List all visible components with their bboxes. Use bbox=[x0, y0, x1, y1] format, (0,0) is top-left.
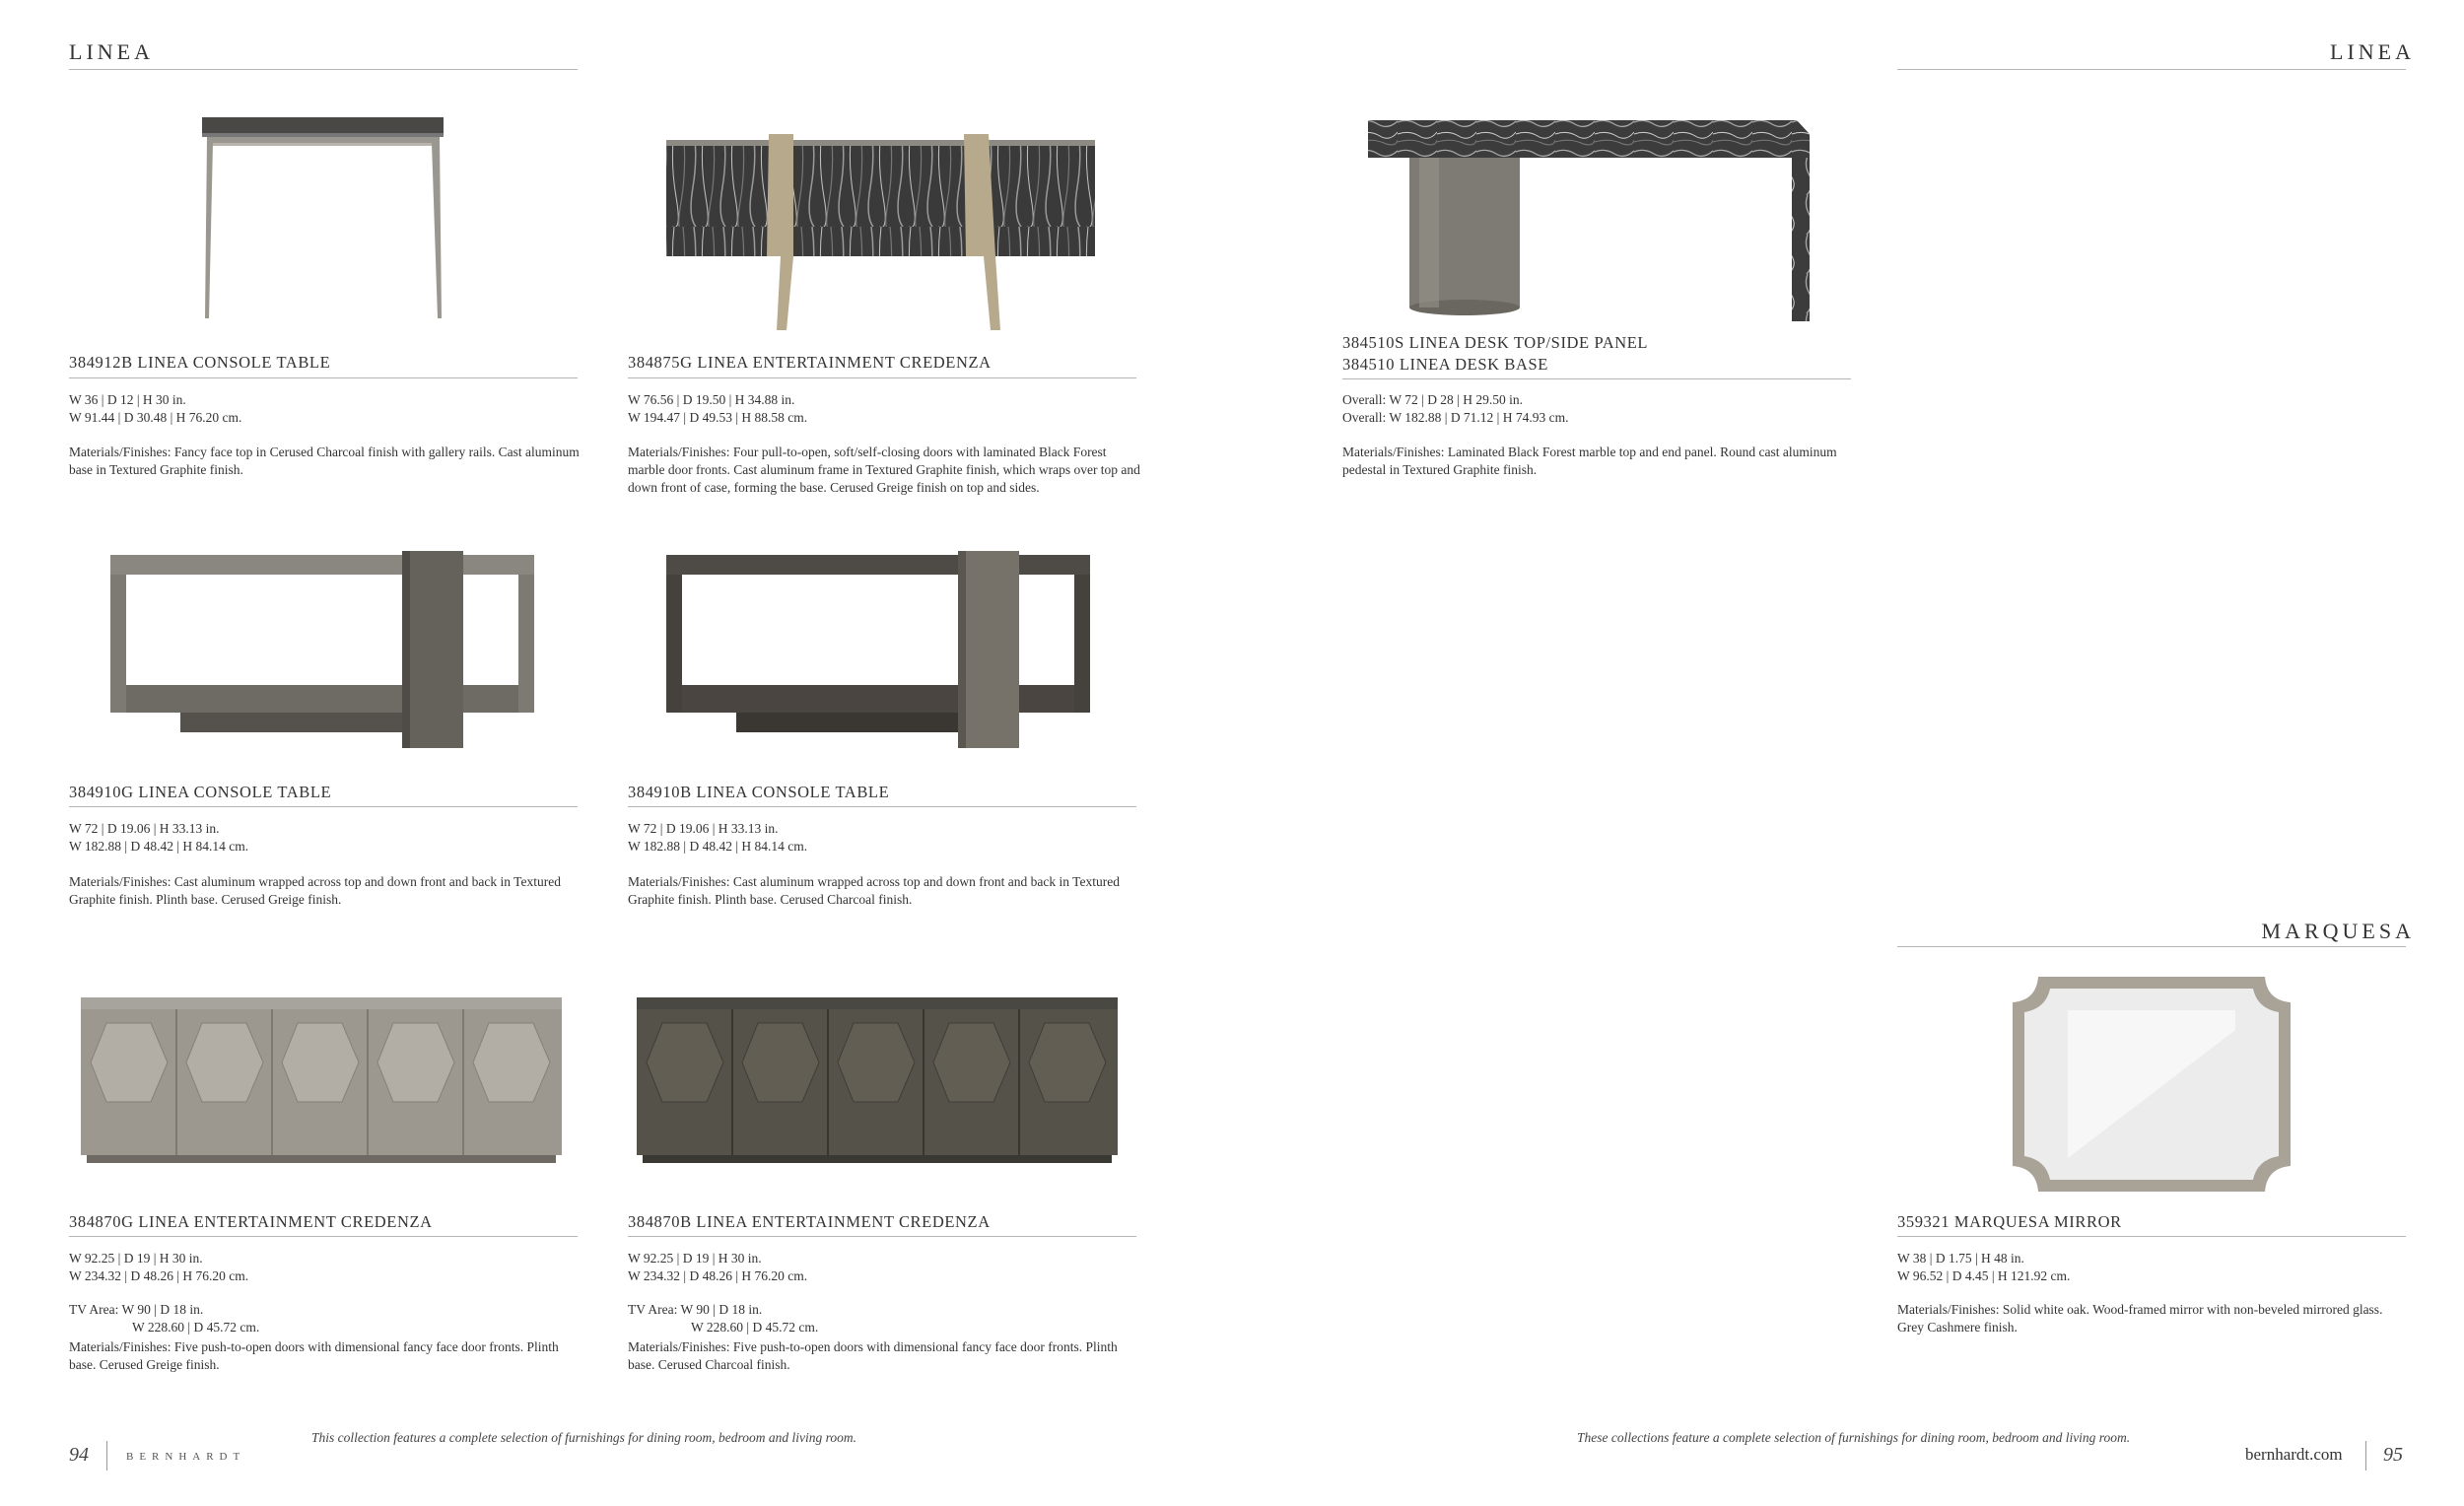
dims-inches: W 36 | D 12 | H 30 in. bbox=[69, 392, 186, 407]
dims-cm: W 182.88 | D 48.42 | H 84.14 cm. bbox=[628, 839, 808, 854]
brand-logo: BERNHARDT bbox=[126, 1451, 246, 1463]
product-title-2: 384510 LINEA DESK BASE bbox=[1342, 355, 1548, 374]
product-title: 384910B LINEA CONSOLE TABLE bbox=[628, 783, 890, 801]
product-title: 384912B LINEA CONSOLE TABLE bbox=[69, 353, 331, 372]
right-header-rule bbox=[1897, 69, 2406, 70]
product-image-384875g bbox=[660, 128, 1104, 340]
dims-cm: W 182.88 | D 48.42 | H 84.14 cm. bbox=[69, 839, 249, 854]
product-dimensions bbox=[628, 1250, 807, 1285]
marquesa-section-header: MARQUESA bbox=[2261, 919, 2415, 943]
website-link[interactable]: bernhardt.com bbox=[2245, 1445, 2343, 1464]
product-dimensions bbox=[69, 1250, 248, 1285]
tv-area-cm: W 228.60 | D 45.72 cm. bbox=[691, 1320, 819, 1335]
product-materials: Materials/Finishes: Solid white oak. Wood-framed mirror with non-beveled mirrored glass. Grey Cashmere finish. bbox=[1897, 1302, 2383, 1335]
title-rule bbox=[628, 806, 1136, 807]
dims-inches: W 38 | D 1.75 | H 48 in. bbox=[1897, 1251, 2024, 1266]
product-image-384910g bbox=[106, 547, 540, 754]
title-rule bbox=[1342, 378, 1851, 379]
product-title: 384870B LINEA ENTERTAINMENT CREDENZA bbox=[628, 1212, 991, 1231]
dims-cm: W 91.44 | D 30.48 | H 76.20 cm. bbox=[69, 410, 242, 425]
product-materials: Materials/Finishes: Cast aluminum wrapped across top and down front and back in Textured Graphite finish. Plinth base. Cerused Charcoal finish. bbox=[628, 874, 1120, 907]
right-page-number: 95 bbox=[2383, 1444, 2403, 1466]
title-rule bbox=[628, 377, 1136, 378]
product-title: 384510S LINEA DESK TOP/SIDE PANEL bbox=[1342, 333, 1649, 352]
product-materials: Materials/Finishes: Cast aluminum wrapped across top and down front and back in Textured Graphite finish. Plinth base. Cerused Greige finish. bbox=[69, 874, 561, 907]
footer-divider bbox=[106, 1441, 107, 1471]
marquesa-header-rule bbox=[1897, 946, 2406, 947]
product-dimensions bbox=[1897, 1250, 2070, 1285]
title-rule bbox=[69, 1236, 578, 1237]
dims-inches: Overall: W 72 | D 28 | H 29.50 in. bbox=[1342, 392, 1524, 407]
dims-inches: W 76.56 | D 19.50 | H 34.88 in. bbox=[628, 392, 795, 407]
product-image-384870b bbox=[633, 993, 1122, 1166]
product-image-384510 bbox=[1358, 116, 1821, 325]
title-rule bbox=[628, 1236, 1136, 1237]
product-title: 384875G LINEA ENTERTAINMENT CREDENZA bbox=[628, 353, 992, 372]
dims-inches: W 72 | D 19.06 | H 33.13 in. bbox=[628, 821, 779, 836]
tv-area-cm: W 228.60 | D 45.72 cm. bbox=[132, 1320, 260, 1335]
product-title: 359321 MARQUESA MIRROR bbox=[1897, 1212, 2122, 1231]
left-page-number: 94 bbox=[69, 1444, 89, 1466]
product-materials: Materials/Finishes: Five push-to-open doors with dimensional fancy face door fronts. Plinth base. Cerused Greige finish. bbox=[69, 1339, 559, 1372]
tv-area-inches: TV Area: W 90 | D 18 in. bbox=[628, 1302, 763, 1317]
dims-cm: Overall: W 182.88 | D 71.12 | H 74.93 cm. bbox=[1342, 410, 1569, 425]
dims-cm: W 194.47 | D 49.53 | H 88.58 cm. bbox=[628, 410, 808, 425]
dims-cm: W 234.32 | D 48.26 | H 76.20 cm. bbox=[69, 1268, 249, 1283]
dims-cm: W 234.32 | D 48.26 | H 76.20 cm. bbox=[628, 1268, 808, 1283]
product-dimensions bbox=[1342, 391, 1569, 427]
product-title: 384910G LINEA CONSOLE TABLE bbox=[69, 783, 332, 801]
product-dimensions bbox=[69, 820, 248, 856]
title-rule bbox=[1897, 1236, 2406, 1237]
dims-inches: W 72 | D 19.06 | H 33.13 in. bbox=[69, 821, 220, 836]
right-page-header: LINEA bbox=[2330, 39, 2415, 64]
product-title: 384870G LINEA ENTERTAINMENT CREDENZA bbox=[69, 1212, 433, 1231]
dims-inches: W 92.25 | D 19 | H 30 in. bbox=[628, 1251, 762, 1266]
footer-divider bbox=[2365, 1441, 2366, 1471]
title-rule bbox=[69, 377, 578, 378]
left-page-header: LINEA bbox=[69, 39, 154, 64]
product-image-384910b bbox=[662, 547, 1096, 754]
right-footer-note: These collections feature a complete selection of furnishings for dining room, bedroom and living room. bbox=[1577, 1430, 2131, 1445]
product-image-359321 bbox=[2009, 971, 2294, 1198]
dims-inches: W 92.25 | D 19 | H 30 in. bbox=[69, 1251, 203, 1266]
title-rule bbox=[69, 806, 578, 807]
product-materials: Materials/Finishes: Laminated Black Forest marble top and end panel. Round cast aluminum pedestal in Textured Graphite finish. bbox=[1342, 445, 1837, 477]
dims-cm: W 96.52 | D 4.45 | H 121.92 cm. bbox=[1897, 1268, 2071, 1283]
product-image-384912b bbox=[197, 113, 453, 325]
product-image-384870g bbox=[77, 993, 566, 1166]
left-footer-note: This collection features a complete selection of furnishings for dining room, bedroom and living room. bbox=[311, 1430, 856, 1445]
product-materials: Materials/Finishes: Fancy face top in Cerused Charcoal finish with gallery rails. Cast aluminum base in Textured Graphite finish. bbox=[69, 445, 580, 477]
tv-area-dimensions bbox=[69, 1301, 259, 1336]
product-dimensions bbox=[628, 820, 807, 856]
product-materials: Materials/Finishes: Five push-to-open doors with dimensional fancy face door fronts. Plinth base. Cerused Charcoal finish. bbox=[628, 1339, 1118, 1372]
tv-area-inches: TV Area: W 90 | D 18 in. bbox=[69, 1302, 204, 1317]
product-dimensions bbox=[628, 391, 807, 427]
product-materials: Materials/Finishes: Four pull-to-open, soft/self-closing doors with laminated Black Forest marble door fronts. Cast aluminum frame in Textured Graphite finish, which wraps over top and down front of case, forming the base. Cerused Greige finish on top and sides. bbox=[628, 445, 1140, 495]
product-dimensions bbox=[69, 391, 241, 427]
left-header-rule bbox=[69, 69, 578, 70]
tv-area-dimensions bbox=[628, 1301, 818, 1336]
